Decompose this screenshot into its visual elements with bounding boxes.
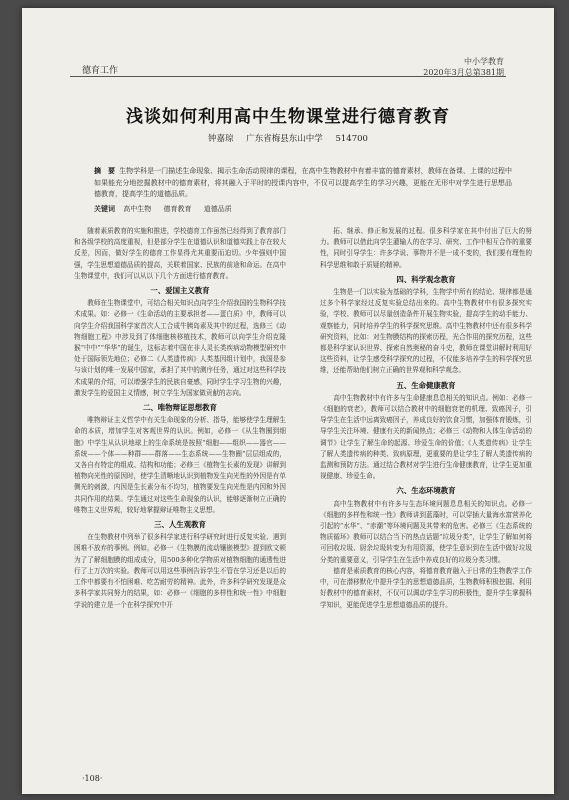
abstract-text: 生物学科是一门描述生命现象、揭示生命活动规律的课程，在高中生物教材中有着丰富的德育素材，教师在备课、上课的过程中如果能充分地挖掘教材中的德育素材，将其融入于平时的授课内容中，不仅可以提高学生的学习兴趣，更能在无形中对学生进行思想品德教育，提高学生的道德品质。 <box>94 167 513 198</box>
section-tag: 德育工作 <box>74 63 126 77</box>
body-paragraph: 拓、继承、修正和发展的过程。很多科学家在其中付出了巨大的努力。教师可以借此向学生灌输人的在学习、研究、工作中相互合作的重要性，同时引导学生：许多学说、事物并不是一成不变的，我们要有理性的科学思维和敢于质疑的精神。 <box>320 227 532 269</box>
author-postcode: 514700 <box>335 134 368 144</box>
article-title: 浅谈如何利用高中生物课堂进行德育教育 <box>126 107 450 127</box>
page-number: ·108· <box>82 774 103 783</box>
section-heading: 四、科学观念教育 <box>396 274 456 284</box>
body-paragraph: 高中生物教材中有许多与生命健康息息相关的知识点。例如：必修一《细胞的衰老》，教师可以结合教材中的细胞衰老的机理、致癌因子，引导学生在生活中远离致癌因子，养成良好的饮食习惯，加强体育锻炼，引导学生关注环境、健康有关的新闻热点；必修三《动物和人体生命活动的调节》让学生了解生命的起源、珍爱生命的价值；《人类遗传病》让学生了解人类遗传病的种类、致病原理，更重要的是让学生了解人类遗传病的监测和预防方法。通过结合教材对学生进行生命健康教育，让学生更加重视健康、珍爱生命。 <box>320 393 532 481</box>
section-heading: 三、人生观教育 <box>154 520 206 530</box>
section-heading: 一、爱国主义教育 <box>150 286 210 296</box>
abstract <box>94 165 512 201</box>
journal-issue: 2020年3月总第381期 <box>423 68 504 77</box>
author-name: 钟嘉琼 <box>208 134 234 144</box>
keyword: 德育教育 <box>163 205 192 213</box>
journal-page <box>22 8 554 794</box>
header-rule <box>70 76 506 77</box>
keyword: 高中生物 <box>123 205 152 213</box>
section-heading: 六、生态环境教育 <box>396 486 456 496</box>
section-heading: 二、唯物辩证思想教育 <box>143 403 217 413</box>
body-paragraph: 教师在生物课堂中，可结合相关知识点向学生介绍我国的生物科学技术成果。如：必修一《生命活动的主要承担者——蛋白质》中，教师可以向学生介绍我国科学家首次人工合成牛胰岛素及其中的过程，选修三《动物细胞工程》中涉及到了体细胞核移植技术，教师可以向学生介绍克隆猴“中中”“华华”的诞生，这标志着中国在非人灵长类疾病动物模型研究中处于国际领先地位；必修二《人类遗传病》人类基因组计划中，我国是参与该计划的唯一发展中国家，承担了其中的测序任务，通过对这些科学技术成果的介绍，可以增强学生的民族自豪感，同时学生学习生物的兴趣，激发学生的爱国主义情感，树立学生为国家做贡献的志向。 <box>74 299 286 397</box>
body-column-right <box>320 226 532 611</box>
author-line <box>22 132 554 144</box>
keywords <box>94 204 242 214</box>
body-paragraph: 在生物教材中列举了很多科学家进行科学研究时进行反复实验、遇到困难不放弃的事例。例如，必修一《生物膜的流动镶嵌模型》提到欧文顿为了了解细胞膜的组成成分，用500多种化学物质对植物细胞的通透性进行了上万次的实验。教师可以用这些事例告诉学生不管在学习还是以后的工作中都要有不怕困难、吃苦耐劳的精神。此外，许多科学研究发现是众多科学家共同努力的结果，如：必修一《细胞的多样性和统一性》中细胞学说的建立是一个在科学探究中开 <box>74 533 286 609</box>
body-paragraph: 唯物辩证主义哲学中有关生命现象的分析、指导，能够使学生理解生命的本质，增加学生对客观世界的认识。例如，必修一《从生物圈到细胞》中学生从认识地球上的生命系统是按照“细胞——组织——器官——系统——个体——种群——群落——生态系统——生物圈”层层组成的，又各自有特定的组成、结构和功能；必修三《植物生长素的发现》讲解到植物向光性的原因时，使学生清晰地认识到植物发生向光性的外因是有单侧光的刺激，内因是生长素分布不均匀，植物要发生向光性是内因和外因共同作用的结果。学生通过对这些生命现象的认识，能够逐渐树立正确的唯物主义世界观，较好地掌握辩证唯物主义思想。 <box>74 416 286 514</box>
body-paragraph: 随着素质教育的实施和推进，学校德育工作虽然已经得到了教育部门和各级学校的高度重视，但是部分学生在道德认识和道德实践上存在较大反差，因而，做好学生的德育工作显得尤其重要而迫切。少年强则中国强，学生思想道德品质的提高，关联着国家、民族的前途和命运。在高中生物课堂中，我们可以从以下几个方面进行德育教育。 <box>74 227 286 280</box>
body-column-left <box>74 226 286 611</box>
author-affiliation: 广东省梅县东山中学 <box>246 134 323 144</box>
keyword: 道德品质 <box>203 205 232 213</box>
journal-name: 中小学教育 <box>464 57 504 66</box>
journal-info <box>423 56 504 78</box>
body-paragraph: 德育是素质教育的核心内容，将德育教育融入于日常的生物教学工作中，可在潜移默化中提升学生的思想道德品质，生物教师积极挖掘、利用好教材中的德育素材，不仅可以调动学生学习的积极性，提升学生掌握科学知识，更能促进学生思想道德品质的提升。 <box>320 566 532 609</box>
abstract-label: 摘 要 <box>94 166 116 175</box>
body-paragraph: 高中生物教材中有许多与生态环境问题息息相关的知识点。必修一《细胞的多样性和统一性》教师讲到蓝藻时，可以穿插大量海水富营养化引起的“水华”、“赤潮”等环境问题及其带来的危害。必修三《生态系统的物质循环》教师可以结合当下的热点话题“垃圾分类”，让学生了解如何将可回收垃圾、厨余垃圾转变为有用资源，使学生意识到在生活中做好垃圾分类的重要意义，引导学生在生活中养成良好的垃圾分类习惯。 <box>320 499 532 564</box>
body-paragraph: 生物是一门以实验为基础的学科，生物学中所有的结论、规律都是通过多个科学家经过反复实验总结出来的。高中生物教材中有很多探究实验，学校、教师可以尽量创造条件开展生物实验，提高学生的动手能力、观察能力，同时培养学生的科学探究思维。高中生物教材中还有很多科学研究资料，比如：对生物膜结构的探索历程，光合作用的探究历程，这些都是科学家认识世界、探索自然奥秘的奋斗史，教师在课堂讲解时利用好这些资料，让学生感受科学探究的过程，不仅能多培养学生的科学探究思维，还能帮助他们树立正确的世界观和科学观念。 <box>320 288 532 375</box>
keywords-label: 关键词 <box>94 204 115 213</box>
section-heading: 五、生命健康教育 <box>396 380 456 390</box>
